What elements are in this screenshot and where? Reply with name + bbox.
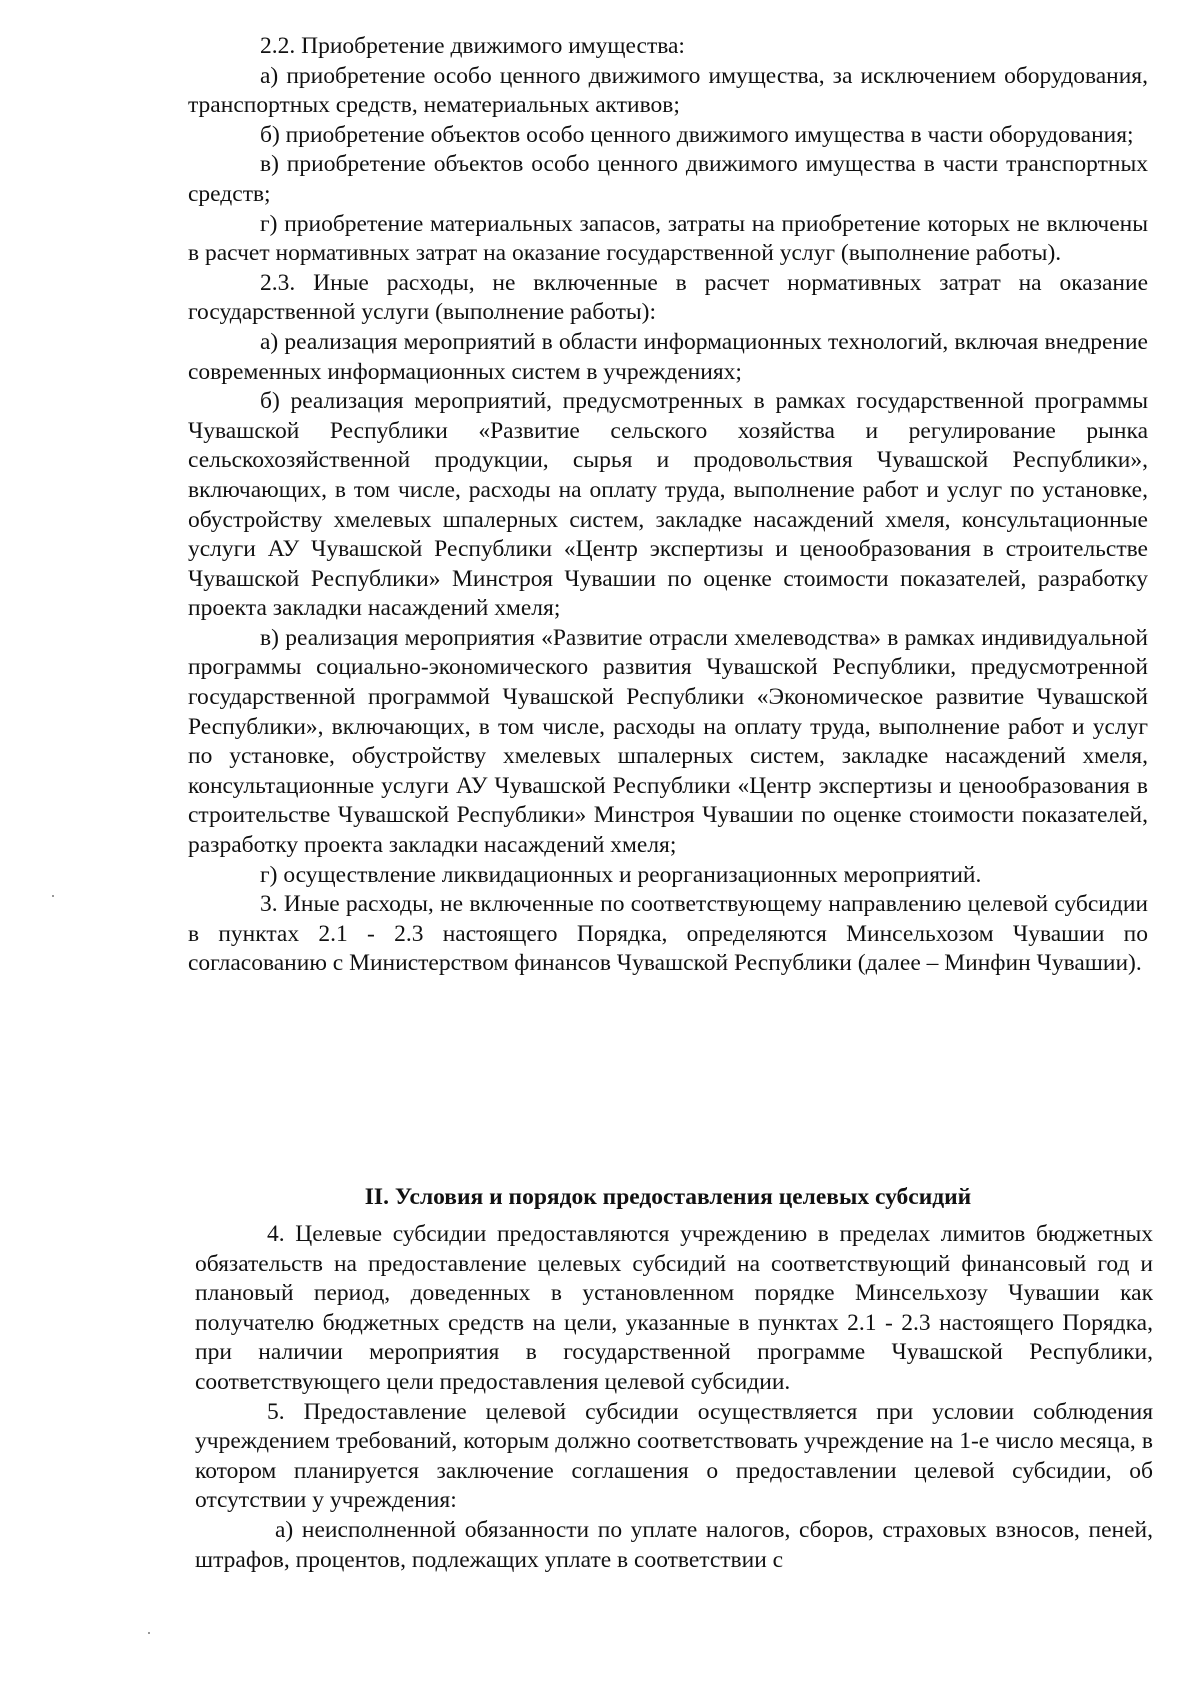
paragraph-5-a: а) неисполненной обязанности по уплате налогов, сборов, страховых взносов, пеней, штрафов, процентов, подлежащих уплате в соответствии с (195, 1516, 1153, 1573)
section-heading: II. Условия и порядок предоставления целевых субсидий (364, 1184, 972, 1210)
paragraph-2-2-a: а) приобретение особо ценного движимого имущества, за исключением оборудования, транспортных средств, нематериальных активов; (188, 62, 1148, 119)
paragraph-2-3-b: б) реализация мероприятий, предусмотренных в рамках государственной программы Чувашской Республики «Развитие сельского хозяйства и регулирование рынка сельскохозяйственной продукции, сырья и продовольствия Чувашской Республики», включающих, в том числе, расходы на оплату труда, выполнение работ и услуг по установке, обустройству хмелевых шпалерных систем, закладке насаждений хмеля, консультационные услуги АУ Чувашской Республики «Центр экспертизы и ценообразования в строительстве Чувашской Республики» Минстроя Чувашии по оценке стоимости показателей, разработку проекта закладки насаждений хмеля; (188, 388, 1148, 622)
document-body-top (188, 32, 1148, 979)
scan-speck (148, 1632, 150, 1634)
paragraph-5: 5. Предоставление целевой субсидии осуществляется при условии соблюдения учреждением требований, которым должно соответствовать учреждение на 1-е число месяца, в котором планируется заключение соглашения о предоставлении целевой субсидии, об отсутствии у учреждения: (195, 1398, 1153, 1514)
paragraph-2-3-v: в) реализация мероприятия «Развитие отрасли хмелеводства» в рамках индивидуальной программы социально-экономического развития Чувашской Республики, предусмотренной государственной программой Чувашской Республики «Экономическое развитие Чувашской Республики», включающих, в том числе, расходы на оплату труда, выполнение работ и услуг по установке, обустройству хмелевых шпалерных систем, закладке насаждений хмеля, консультационные услуги АУ Чувашской Республики «Центр экспертизы и ценообразования в строительстве Чувашской Республики» Минстроя Чувашии по оценке стоимости показателей, разработку проекта закладки насаждений хмеля; (188, 624, 1148, 859)
paragraph-2-2-b: б) приобретение объектов особо ценного движимого имущества в части оборудования; (260, 121, 1134, 148)
paragraph-2-2-g: г) приобретение материальных запасов, затраты на приобретение которых не включены в расчет нормативных затрат на оказание государственной услуг (выполнение работы). (188, 210, 1148, 267)
document-body-bottom (195, 1220, 1153, 1575)
paragraph-4: 4. Целевые субсидии предоставляются учреждению в пределах лимитов бюджетных обязательств на предоставление целевых субсидий на соответствующий финансовый год и плановый период, доведенных в установленном порядке Минсельхозу Чувашии как получателю бюджетных средств на цели, указанные в пунктах 2.1 - 2.3 настоящего Порядка, при наличии мероприятия в государственной программе Чувашской Республики, соответствующего цели предоставления целевой субсидии. (195, 1221, 1153, 1395)
paragraph-2-3-g: г) осуществление ликвидационных и реорганизационных мероприятий. (260, 861, 982, 888)
paragraph-2-3-a: а) реализация мероприятий в области информационных технологий, включая внедрение современных информационных систем в учреждениях; (188, 328, 1148, 385)
paragraph-3: 3. Иные расходы, не включенные по соответствующему направлению целевой субсидии в пунктах 2.1 - 2.3 настоящего Порядка, определяются Минсельхозом Чувашии по согласованию с Министерством финансов Чувашской Республики (далее – Минфин Чувашии). (188, 891, 1148, 977)
scan-speck (52, 895, 54, 897)
paragraph-2-2: 2.2. Приобретение движимого имущества: (260, 33, 685, 59)
paragraph-2-2-v: в) приобретение объектов особо ценного движимого имущества в части транспортных средств; (188, 151, 1148, 207)
paragraph-2-3: 2.3. Иные расходы, не включенные в расчет нормативных затрат на оказание государственной услуги (выполнение работы): (188, 269, 1148, 326)
